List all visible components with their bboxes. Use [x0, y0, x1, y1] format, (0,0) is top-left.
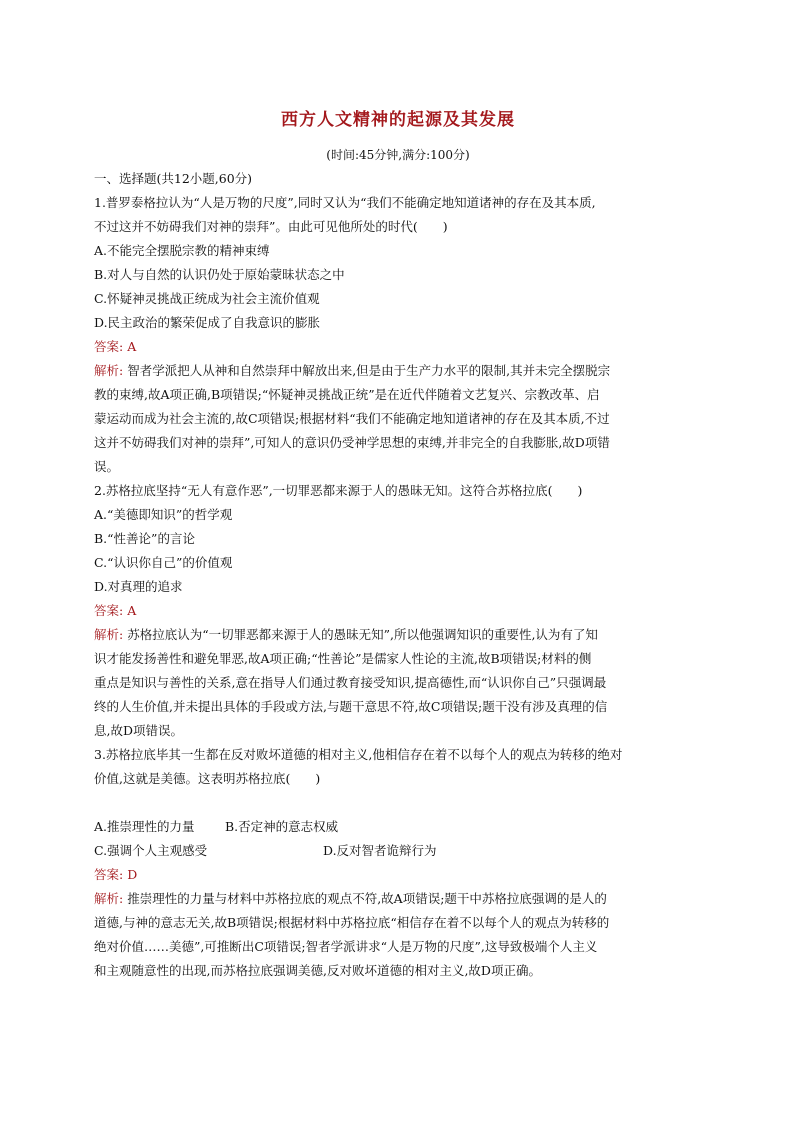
analysis-text: 误。: [94, 459, 120, 474]
question-stem: 1.普罗泰格拉认为“人是万物的尺度”,同时又认为“我们不能确定地知道诸神的存在及其本质,: [94, 195, 596, 210]
question-3: [94, 743, 702, 983]
option-d: D.反对智者诡辩行为: [323, 843, 437, 858]
page-title: 西方人文精神的起源及其发展: [281, 110, 515, 130]
analysis-text: 绝对价值……美德”,可推断出C项错误;智者学派讲求“人是万物的尺度”,这导致极端个人主义: [94, 939, 598, 954]
analysis-text: 教的束缚,故A项正确,B项错误;“怀疑神灵挑战正统”是在近代伴随着文艺复兴、宗教改革、启: [94, 387, 600, 402]
question-stem: 3.苏格拉底毕其一生都在反对败坏道德的相对主义,他相信存在着不以每个人的观点为转移的绝对: [94, 747, 623, 762]
answer-value: A: [127, 339, 137, 354]
option-b: B.“性善论”的言论: [94, 531, 195, 546]
option-a: A.不能完全摆脱宗教的精神束缚: [94, 243, 270, 258]
answer-value: D: [127, 867, 138, 882]
question-stem: 价值,这就是美德。这表明苏格拉底( ): [94, 771, 321, 786]
option-d: D.民主政治的繁荣促成了自我意识的膨胀: [94, 315, 321, 330]
exam-time-score: (时间:45分钟,满分:100分): [326, 148, 470, 162]
analysis-line: [94, 887, 702, 911]
analysis-label: 解析:: [94, 363, 124, 378]
answer-line: [94, 863, 702, 887]
analysis-text: 和主观随意性的出现,而苏格拉底强调美德,反对败坏道德的相对主义,故D项正确。: [94, 963, 541, 978]
question-2: [94, 479, 702, 743]
answer-value: A: [127, 603, 137, 618]
options-row: [94, 839, 702, 863]
analysis-label: 解析:: [94, 891, 124, 906]
answer-label: 答案:: [94, 603, 124, 618]
option-a: A.推崇理性的力量: [94, 819, 195, 834]
analysis-text: 智者学派把人从神和自然崇拜中解放出来,但是由于生产力水平的限制,其并未完全摆脱宗: [127, 363, 611, 378]
option-c: C.怀疑神灵挑战正统成为社会主流价值观: [94, 291, 320, 306]
analysis-line: [94, 623, 702, 647]
analysis-text: 终的人生价值,并未提出具体的手段或方法,与题干意思不符,故C项错误;题干没有涉及真理的信: [94, 699, 608, 714]
answer-line: [94, 599, 702, 623]
answer-label: 答案:: [94, 867, 124, 882]
question-stem: 2.苏格拉底坚持“无人有意作恶”,一切罪恶都来源于人的愚昧无知。这符合苏格拉底( ): [94, 483, 583, 498]
option-c: C.强调个人主观感受: [94, 843, 208, 858]
section-heading: 一、选择题(共12小题,60分): [94, 171, 253, 186]
analysis-line: [94, 359, 702, 383]
blank-spacer: [94, 791, 702, 815]
analysis-text: 蒙运动而成为社会主流的,故C项错误;根据材料“我们不能确定地知道诸神的存在及其本质,不过: [94, 411, 610, 426]
answer-line: [94, 335, 702, 359]
analysis-label: 解析:: [94, 627, 124, 642]
question-1: [94, 191, 702, 479]
question-stem: 不过这并不妨碍我们对神的崇拜”。由此可见他所处的时代( ): [94, 219, 448, 234]
analysis-text: 重点是知识与善性的关系,意在指导人们通过教育接受知识,提高德性,而“认识你自己”只强调最: [94, 675, 607, 690]
answer-label: 答案:: [94, 339, 124, 354]
analysis-text: 苏格拉底认为“一切罪恶都来源于人的愚昧无知”,所以他强调知识的重要性,认为有了知: [127, 627, 598, 642]
analysis-text: 这并不妨碍我们对神的崇拜”,可知人的意识仍受神学思想的束缚,并非完全的自我膨胀,故D项错: [94, 435, 610, 450]
option-b: B.对人与自然的认识仍处于原始蒙昧状态之中: [94, 267, 345, 282]
option-d: D.对真理的追求: [94, 579, 183, 594]
analysis-text: 息,故D项错误。: [94, 723, 183, 738]
analysis-text: 识才能发扬善性和避免罪恶,故A项正确;“性善论”是儒家人性论的主流,故B项错误;材料的侧: [94, 651, 592, 666]
options-row: [94, 815, 702, 839]
analysis-text: 道德,与神的意志无关,故B项错误;根据材料中苏格拉底“相信存在着不以每个人的观点为转移的: [94, 915, 610, 930]
option-c: C.“认识你自己”的价值观: [94, 555, 233, 570]
option-b: B.否定神的意志权威: [225, 819, 339, 834]
analysis-text: 推崇理性的力量与材料中苏格拉底的观点不符,故A项错误;题干中苏格拉底强调的是人的: [127, 891, 607, 906]
option-a: A.“美德即知识”的哲学观: [94, 507, 233, 522]
